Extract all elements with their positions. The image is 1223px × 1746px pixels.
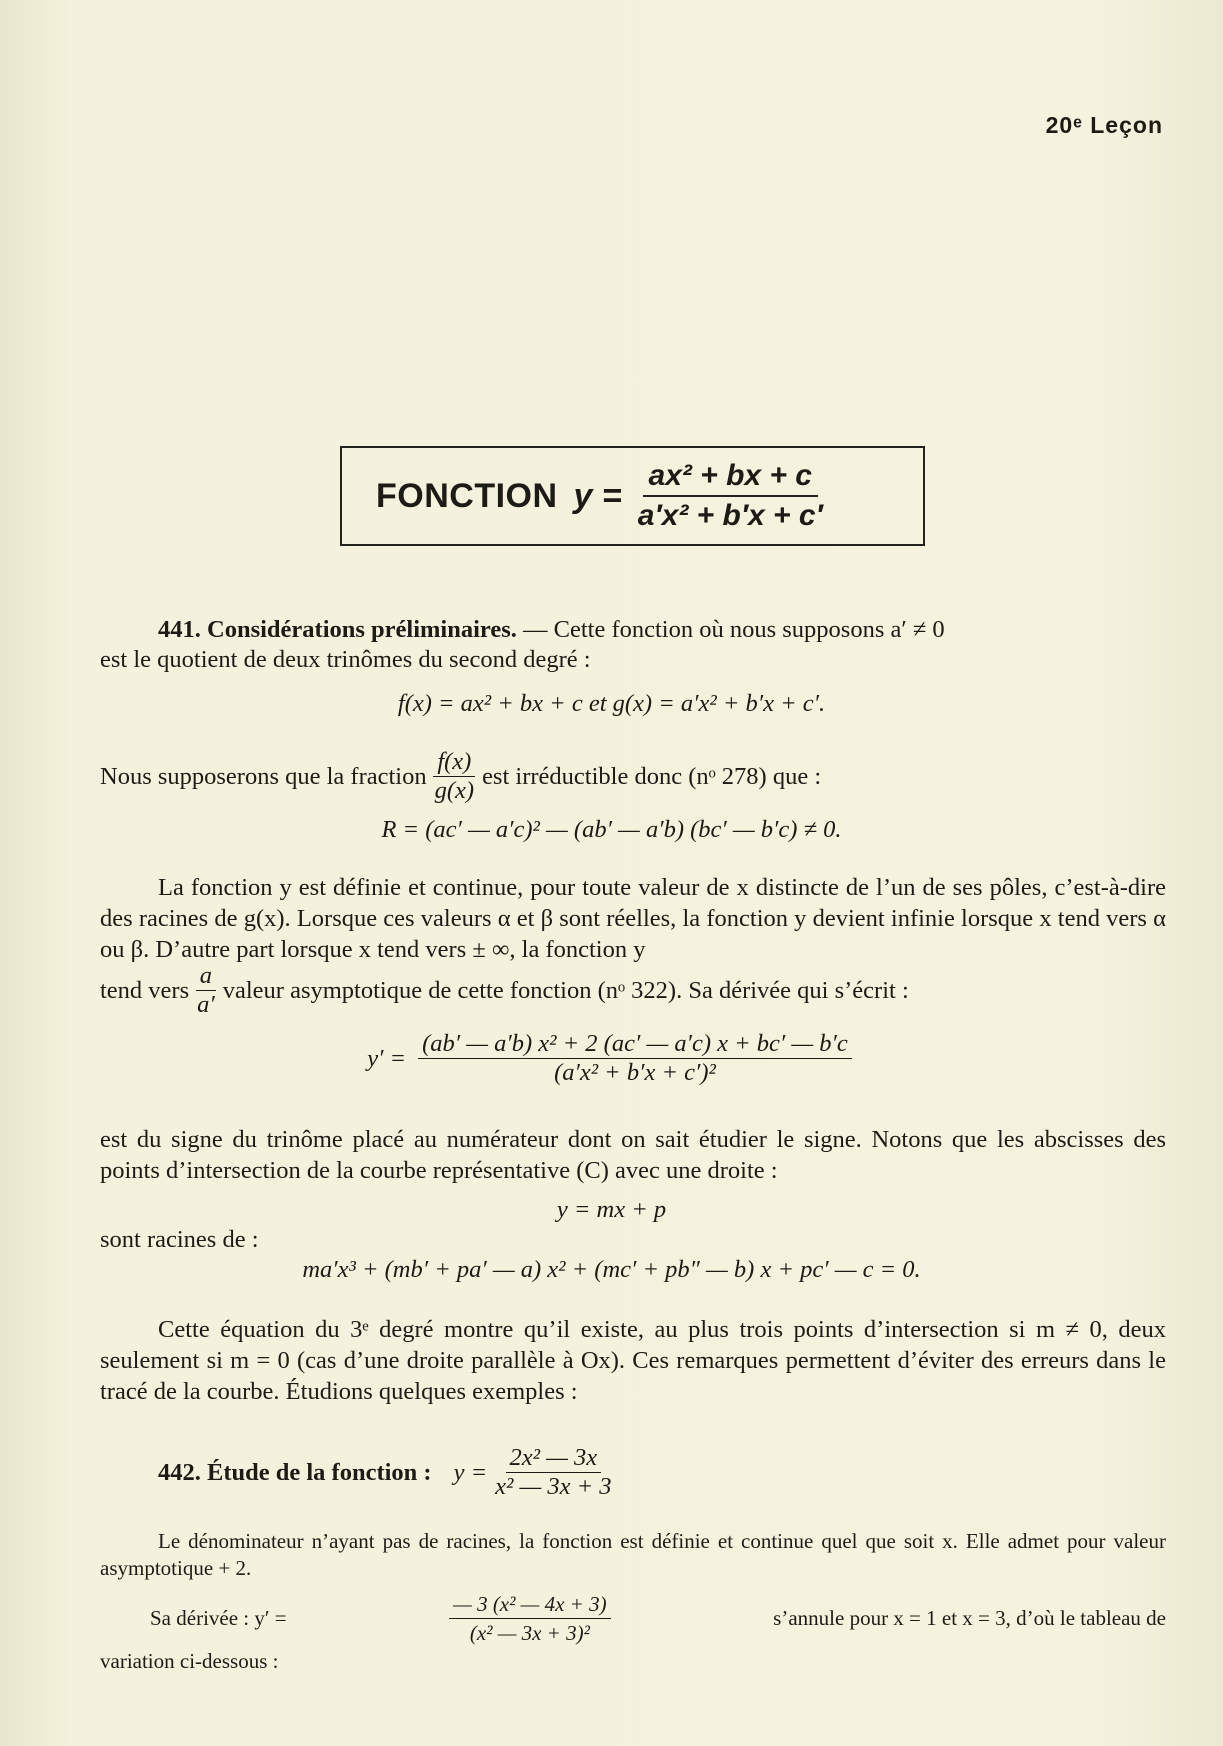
section-441-line1: — Cette fonction où nous supposons a′ ≠ 0 [516,616,945,643]
title-lhs: y = [573,476,622,515]
section-442-heading: 442. Étude de la fonction : [158,1459,432,1486]
section-441-line2: est le quotient de deux trinômes du second degré : [100,646,591,673]
section-442-deriv-fraction [449,1590,610,1647]
fraction-aprime: a′ [197,991,215,1018]
fraction-fg-den: g(x) [434,777,475,804]
fraction-text-before: Nous supposerons que la fraction [100,763,427,790]
fraction-a: a [196,962,216,991]
tend-before: tend vers [100,977,190,1004]
lesson-header: 20ᵉ Leçon [1045,112,1163,138]
equation-f-g: f(x) = ax² + bx + c et g(x) = a′x² + b′x + c′. [397,690,826,717]
section-442-denominator: x² — 3x + 3 [495,1473,612,1500]
title-word: FONCTION [376,476,558,515]
section-441-intro [100,614,1166,645]
fraction-a-aprime [193,962,219,1019]
title-fraction [632,459,829,533]
section-442-deriv-num: — 3 (x² — 4x + 3) [449,1590,610,1619]
section-441-para3: Cette équation du 3ᵉ degré montre qu’il existe, au plus trois points d’intersection si m ≠ 0, deux seulement si m = 0 (cas d’une droite parallèle à Ox). Ces remarques permettent d’éviter des erreurs dans le tracé de la courbe. Étudions quelques exemples : [100,1316,1166,1405]
fraction-text-after: est irréductible donc (nᵒ 278) que : [482,763,822,790]
section-442-numerator: 2x² — 3x [506,1444,602,1473]
fraction-fg [431,748,478,805]
fraction-fg-num: f(x) [433,748,475,777]
equation-cubic: ma′x³ + (mb′ + pa′ — a) x² + (mc′ + pb″ — b) x + pc′ — c = 0. [302,1256,921,1283]
sont-racines: sont racines de : [100,1226,259,1253]
derivative-numerator: (ab′ — a′b) x² + 2 (ac′ — a′c) x + bc′ — b′c [418,1030,852,1059]
derivative-equation [0,1030,1223,1087]
equation-R: R = (ac′ — a′c)² — (ab′ — a′b) (bc′ — b′c) ≠ 0. [381,816,842,843]
derivative-denominator: (a′x² + b′x + c′)² [554,1059,716,1086]
section-441-para2: est du signe du trinôme placé au numérateur dont on sait étudier le signe. Notons que les abscisses des points d’intersection de la courbe représentative (C) avec une droite : [100,1126,1166,1184]
derivative-fraction [418,1030,852,1087]
section-442-lhs: y = [453,1459,488,1486]
section-442-fraction [491,1444,615,1501]
derivative-lhs: y′ = [367,1044,407,1072]
section-442-deriv-den: (x² — 3x + 3)² [469,1621,590,1645]
tend-after: valeur asymptotique de cette fonction (nᵒ 322). Sa dérivée qui s’écrit : [222,977,909,1004]
section-442-title [158,1444,1158,1501]
section-442-para1: Le dénominateur n’ayant pas de racines, la fonction est définie et continue quel que soit x. Elle admet pour valeur asymptotique + 2. [100,1529,1166,1580]
section-441-heading: 441. Considérations préliminaires. [158,616,517,643]
title-numerator: ax² + bx + c [643,459,818,497]
section-442-deriv-after: s’annule pour x = 1 et x = 3, d’où le tableau de [773,1606,1166,1630]
tend-vers-line [100,962,1166,1019]
section-441-para1: La fonction y est définie et continue, pour toute valeur de x distincte de l’un de ses pôles, c’est-à-dire des racines de g(x). Lorsque ces valeurs α et β sont réelles, la fonction y devient infinie lorsque x tend vers α ou β. D’autre part lorsque x tend vers ± ∞, la fonction y [100,874,1166,963]
equation-line: y = mx + p [556,1196,667,1223]
section-442-deriv-before: Sa dérivée : y′ = [150,1606,287,1630]
title-box [340,446,925,546]
section-442-last-line: variation ci-dessous : [100,1649,279,1673]
title-denominator: a′x² + b′x + c′ [637,499,823,532]
section-442-derivative-line [150,1590,1166,1647]
fraction-sentence [100,748,1166,805]
